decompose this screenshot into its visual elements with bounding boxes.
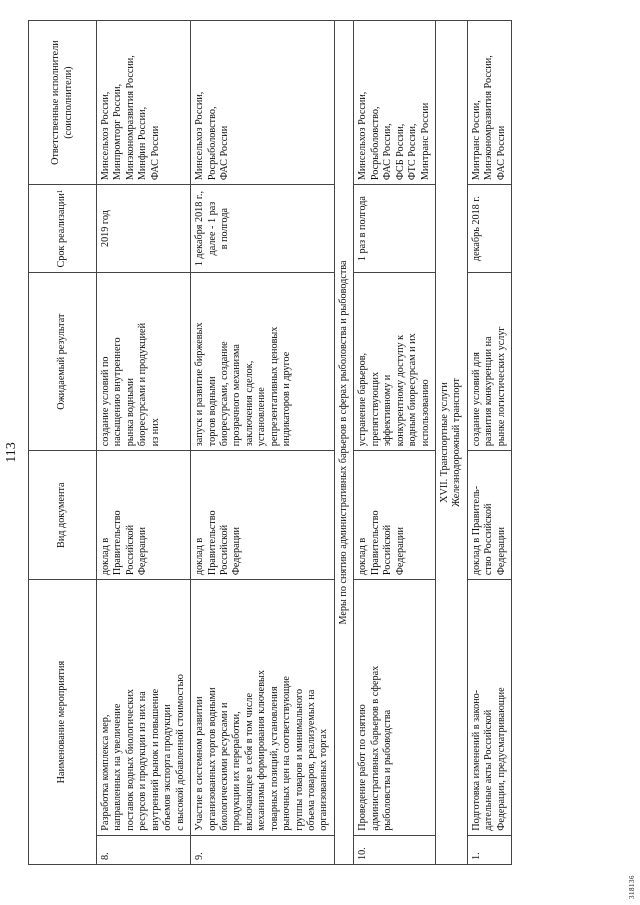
cell-line: ФАС России — [495, 125, 507, 181]
row-exec — [467, 21, 511, 185]
cell-line: 2019 год — [100, 210, 111, 248]
document-code: 318136 — [628, 875, 636, 899]
row-result — [354, 273, 436, 451]
cell-line: водным биоресурсам и их — [407, 333, 419, 447]
cell-line: объема товаров, реализуемых на — [306, 689, 317, 831]
header-term — [29, 185, 97, 273]
cell-line: Минтранс России — [419, 102, 431, 181]
row-exec — [97, 21, 191, 185]
cell-line: Подготовка изменений в законо- — [470, 689, 482, 831]
section-title: Меры по снятию административных барьеров в сферах рыболовства и рыбоводства — [334, 21, 353, 865]
cell-line: Минтранс России, — [470, 100, 482, 181]
cell-line: Минпромторг России, — [112, 83, 124, 181]
cell-line: рынке логистических услуг — [495, 326, 507, 447]
cell-line: дательные акты Российской — [483, 709, 495, 831]
row-doc — [97, 451, 191, 580]
cell-line: с высокой добавленной стоимостью — [174, 674, 186, 831]
cell-line: конкурентному доступу к — [394, 334, 406, 447]
chapter-title: XVII. Транспортные услуги — [438, 382, 450, 503]
cell-line: Правительство — [369, 510, 381, 576]
cell-line: в полгода — [218, 207, 230, 250]
cell-line: доклад в — [100, 537, 111, 576]
header-term-text: Срок реализации — [56, 193, 68, 268]
table-header-row — [29, 21, 97, 865]
cell-line: Минфин России, — [137, 106, 149, 181]
cell-line: Проведение работ по снятию — [357, 704, 369, 831]
cell-line: Федерации — [231, 527, 243, 576]
cell-line: поставок водных биологических — [124, 688, 136, 831]
table-row — [97, 21, 191, 865]
header-name: Наименование мероприятия — [29, 580, 97, 865]
row-number: 9. — [191, 835, 335, 864]
cell-line: ство Российской — [483, 503, 495, 576]
cell-line: Федерации — [394, 527, 406, 576]
cell-line: Росрыболовство, — [206, 106, 218, 181]
cell-line: Правительство — [206, 510, 218, 576]
cell-line: направленных на увеличение — [112, 703, 124, 831]
header-exec-line2: (соисполнители) — [62, 66, 74, 139]
cell-line: ФАС России, — [382, 123, 394, 181]
cell-line: рыболовства и рыбоводства — [382, 709, 394, 831]
measures-table — [28, 20, 512, 865]
cell-line: организованных торгах — [318, 728, 330, 831]
cell-line: торгов водными — [206, 376, 218, 447]
footnote-mark: 1 — [56, 189, 65, 194]
row-number: 10. — [354, 835, 436, 864]
row-name — [354, 580, 436, 836]
cell-line: Минсельхоз России, — [357, 91, 369, 181]
chapter-subtitle: Железнодорожный транспорт — [451, 378, 463, 507]
cell-line: ФСБ России, — [394, 123, 406, 181]
cell-line: организованных торгов водными — [206, 687, 218, 831]
row-result — [97, 273, 191, 451]
row-name — [467, 580, 511, 836]
cell-line: развития конкуренции на — [483, 336, 495, 447]
cell-line: объемов экспорта продукции — [162, 704, 174, 831]
header-doc: Вид документа — [29, 451, 97, 580]
cell-line: Росрыболовство, — [369, 106, 381, 181]
cell-line: препятствующих — [369, 371, 381, 447]
cell-line: устранение барьеров, — [357, 352, 369, 447]
cell-line: 1 декабря 2018 г., — [194, 190, 206, 267]
row-number: 1. — [467, 835, 511, 864]
header-exec — [29, 21, 97, 185]
cell-line: насыщению внутреннего — [112, 337, 124, 447]
cell-line: ФАС России — [218, 125, 230, 181]
row-doc — [191, 451, 335, 580]
row-result — [191, 273, 335, 451]
cell-line: биологическими ресурсами и — [218, 702, 230, 831]
cell-line: заключения сделок, — [243, 360, 255, 447]
cell-line: Федерации — [495, 527, 507, 576]
cell-line: рыночных цен на соответствующие — [281, 676, 293, 831]
header-result: Ожидаемый результат — [29, 273, 97, 451]
cell-line: Минсельхоз России, — [100, 91, 111, 181]
chapter-row — [435, 21, 467, 865]
row-term — [97, 185, 191, 273]
row-term — [467, 185, 511, 273]
table-row — [191, 21, 335, 865]
cell-line: биоресурсами, создание — [218, 341, 230, 447]
cell-line: Федерации, предусматривающие — [495, 687, 507, 831]
cell-line: группы товаров и минимального — [293, 688, 305, 831]
cell-line: индикаторов и другое — [281, 351, 293, 447]
cell-line: из них — [149, 418, 161, 447]
row-name — [97, 580, 191, 836]
header-exec-line1: Ответственные исполнители — [50, 40, 62, 165]
cell-line: Федерации — [137, 527, 149, 576]
cell-line: ФАС России — [149, 125, 161, 181]
row-exec — [354, 21, 436, 185]
cell-line: прозрачного механизма — [231, 344, 243, 447]
cell-line: создание условий для — [470, 352, 482, 447]
row-exec — [191, 21, 335, 185]
cell-line: Российской — [382, 524, 394, 576]
cell-line: далее - 1 раз — [206, 201, 218, 256]
cell-line: административных барьеров в сферах — [369, 665, 381, 831]
row-number: 8. — [97, 835, 191, 864]
table-row — [354, 21, 436, 865]
row-name — [191, 580, 335, 836]
cell-line: биоресурсами и продукцией — [137, 322, 149, 447]
table-row — [467, 21, 511, 865]
page-number: 113 — [4, 442, 19, 463]
cell-line: использованию — [419, 379, 431, 447]
cell-line: Минэкономразвития России, — [483, 55, 495, 181]
cell-line: внутренний рынок и повышение — [149, 688, 161, 831]
cell-line: доклад в — [194, 537, 206, 576]
cell-line: доклад в — [357, 537, 369, 576]
row-term — [191, 185, 335, 273]
cell-line: эффективному и — [382, 374, 394, 447]
cell-line: ресурсов и продукции из них на — [137, 691, 149, 831]
cell-line: ФТС России, — [407, 123, 419, 181]
cell-line: 1 раз в полгода — [357, 196, 369, 262]
row-doc — [467, 451, 511, 580]
section-row — [334, 21, 353, 865]
cell-line: Минсельхоз России, — [194, 91, 206, 181]
row-result — [467, 273, 511, 451]
cell-line: репрезентативных ценовых — [268, 326, 280, 447]
cell-line: декабрь 2018 г. — [470, 196, 482, 262]
cell-line: Минэкономразвития России, — [124, 55, 136, 181]
cell-line: продукции их переработки, — [231, 711, 243, 831]
cell-line: Участие в системном развитии — [194, 696, 206, 831]
row-term — [354, 185, 436, 273]
cell-line: создание условий по — [100, 356, 111, 447]
cell-line: рынка водными — [124, 378, 136, 447]
row-doc — [354, 451, 436, 580]
cell-line: механизмы формирования ключевых — [256, 670, 268, 831]
cell-line: товарных позиций, установления — [268, 686, 280, 831]
cell-line: запуск и развитие биржевых — [194, 322, 206, 447]
cell-line: Правительство — [112, 510, 124, 576]
cell-line: Российской — [124, 524, 136, 576]
cell-line: включающее в себя в том числе — [243, 692, 255, 831]
cell-line: Разработка комплекса мер, — [100, 714, 111, 831]
cell-line: установление — [256, 387, 268, 447]
cell-line: доклад в Правитель- — [470, 485, 482, 576]
cell-line: Российской — [218, 524, 230, 576]
